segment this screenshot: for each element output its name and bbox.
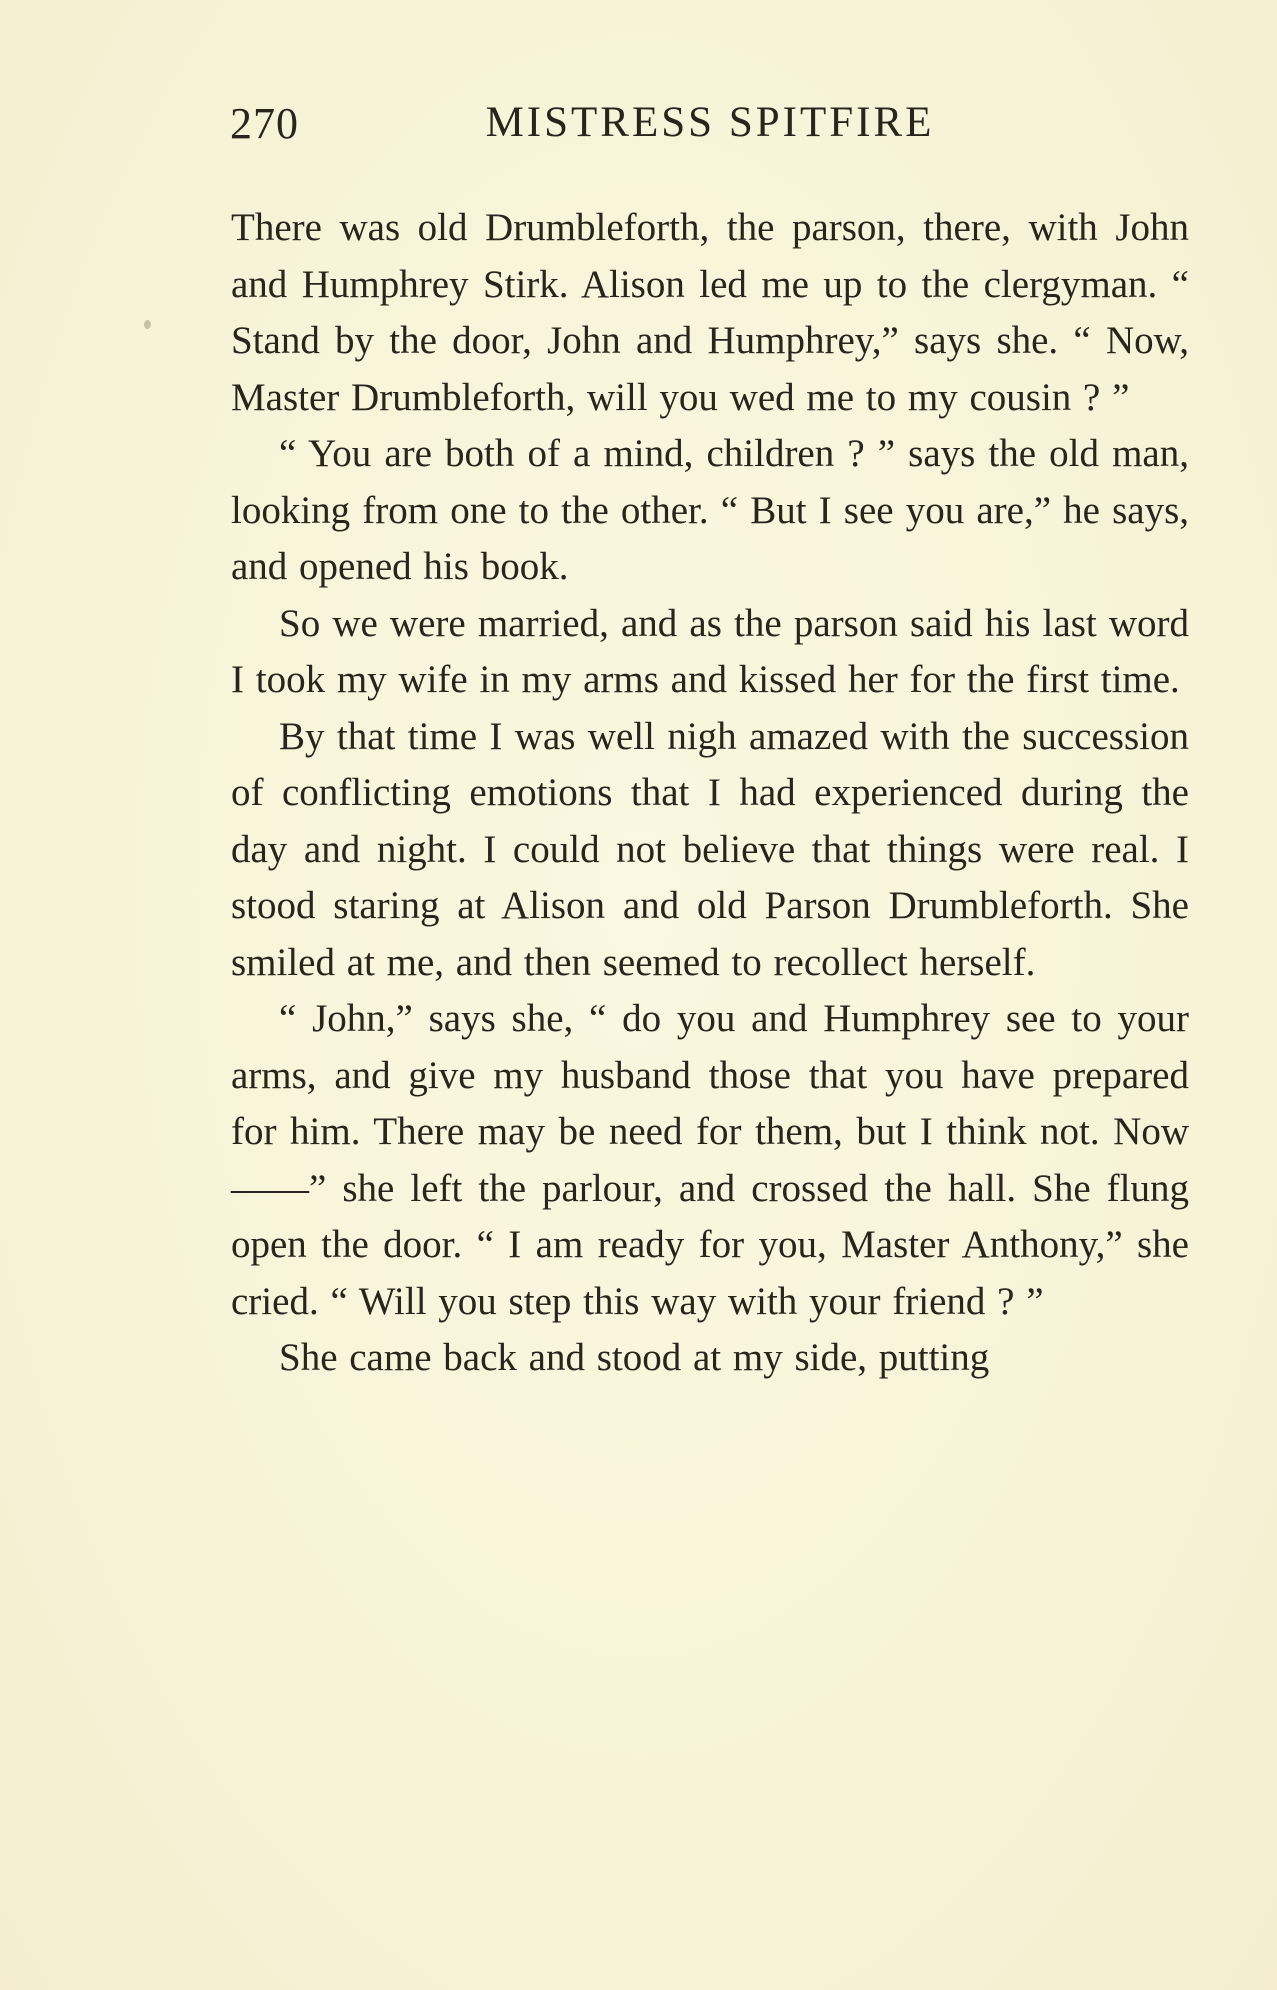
paragraph: By that time I was well nigh amazed with the succession of conflicting emotions that I had experienced during the day and night. I could not believe that things were real. I stood staring at Alison and old Parson Drumbleforth. She smiled at me, and then seemed to recollect herself.: [231, 714, 1189, 984]
page-number: 270: [230, 99, 299, 148]
paragraph: So we were married, and as the parson said his last word I took my wife in my arms and kissed her for the first time.: [231, 601, 1189, 701]
body-text: [231, 200, 1189, 1387]
paragraph-last-line: She came back and stood at my side, putting: [279, 1336, 990, 1379]
paragraph: “ You are both of a mind, children ? ” says the old man, looking from one to the other. “ But I see you are,” he says, and opened his book.: [231, 432, 1189, 588]
paper-speck: [144, 320, 151, 329]
paragraph: “ John,” says she, “ do you and Humphrey see to your arms, and give my husband those that you have prepared for him. There may be need for them, but I think not. Now——” she left the parlour, and crossed the hall. She flung open the door. “ I am ready for you, Master Anthony,” she cried. “ Will you step this way with your friend ? ”: [231, 997, 1189, 1323]
running-title: MISTRESS SPITFIRE: [485, 99, 935, 146]
paragraph: There was old Drumbleforth, the parson, there, with John and Humphrey Stirk. Alison led me up to the clergyman. “ Stand by the door, John and Humphrey,” says she. “ Now, Master Drumbleforth, will you wed me to my cousin ? ”: [231, 206, 1189, 419]
page-header: [230, 98, 1190, 158]
